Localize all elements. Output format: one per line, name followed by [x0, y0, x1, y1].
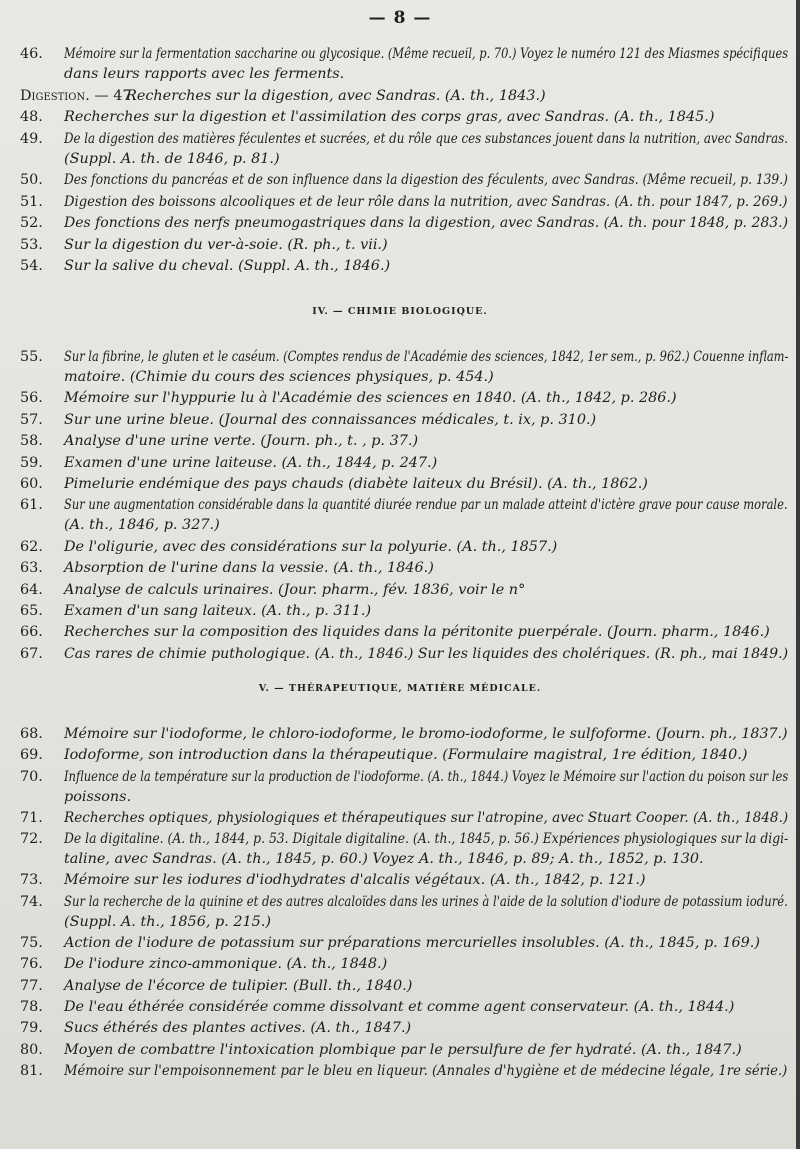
entry-number: 74. [20, 893, 43, 910]
entry-number: 54. [20, 258, 43, 274]
bibliography-entry [0, 431, 800, 451]
entry-text-line: Mémoire sur l'empoisonnement par le bleu en liqueur. (Annales d'hygiène et de médecine légale, 1re série.) [64, 1062, 788, 1079]
entry-number: 57. [20, 411, 43, 428]
entry-text-line: Sur la fibrine, le gluten et le caséum. (Comptes rendus de l'Académie des sciences, 1842, 1er sem., p. 962.) Couenne inflam- [64, 349, 789, 365]
therapeutique-entries [0, 724, 800, 1082]
entry-text-line: Sur une urine bleue. (Journal des connaissances médicales, t. ix, p. 310.) [64, 411, 597, 428]
entry-text-line: Sur la digestion du ver-à-soie. (R. ph., t. vii.) [64, 236, 388, 253]
entry-text-line: Cas rares de chimie puthologique. (A. th., 1846.) Sur les liquides des cholériques. (R. ph., mai 1849.) [64, 645, 789, 662]
entry-text-line: Des fonctions des nerfs pneumogastriques dans la digestion, avec Sandras. (A. th. pour 1848, p. 283.) [64, 215, 789, 231]
entry-text-line: Examen d'une urine laiteuse. (A. th., 1844, p. 247.) [64, 454, 438, 471]
entry-number: 63. [20, 560, 43, 577]
bibliography-entry [0, 976, 800, 996]
entry-number: 51. [20, 193, 43, 210]
bibliography-entry [0, 86, 800, 106]
bibliography-entry [0, 997, 800, 1017]
entry-text-line: Analyse de l'écorce de tulipier. (Bull. th., 1840.) [64, 977, 413, 994]
bibliography-entry [0, 235, 800, 255]
entry-number: 80. [20, 1041, 43, 1058]
entry-number: 50. [20, 172, 43, 188]
entry-number: 48. [20, 109, 43, 125]
entry-text-line: poissons. [64, 788, 132, 805]
entry-number: 68. [20, 726, 43, 742]
entry-number: 69. [20, 747, 43, 764]
bibliography-entry [0, 213, 800, 233]
entry-text-line: Sur la recherche de la quinine et des autres alcaloïdes dans les urines à l'aide de la solution d'iodure de potassium ioduré. [64, 893, 788, 910]
entry-number: 62. [20, 538, 43, 555]
entry-text-line: dans leurs rapports avec les ferments. [64, 66, 345, 82]
entry-number: 72. [20, 831, 43, 848]
bibliography-entry [0, 745, 800, 765]
entry-number: 73. [20, 872, 43, 889]
entry-text-line: Recherches optiques, physiologiques et thérapeutiques sur l'atropine, avec Stuart Cooper. (A. th., 1848.) [64, 809, 789, 826]
bibliography-entry [0, 954, 800, 974]
entry-number: 56. [20, 390, 43, 407]
entry-text-line: De l'iodure zinco-ammonique. (A. th., 1848.) [64, 956, 388, 973]
entry-number: Digestion. — 47. [20, 87, 137, 104]
entry-number: 61. [20, 497, 43, 514]
entry-text-line: Analyse de calculs urinaires. (Jour. pharm., fév. 1836, voir le n° [64, 581, 526, 598]
bibliography-entry [0, 388, 800, 408]
section-heading-therapeutique: V. — THÉRAPEUTIQUE, MATIÈRE MÉDICALE. [258, 683, 542, 694]
bibliography-entry [0, 558, 800, 578]
entry-number: 52. [20, 215, 43, 231]
entry-text-line: Sur la salive du cheval. (Suppl. A. th., 1846.) [64, 258, 391, 274]
entry-number: 77. [20, 977, 43, 994]
bibliography-entry [0, 601, 800, 621]
entry-text-line: Recherches sur la digestion et l'assimilation des corps gras, avec Sandras. (A. th., 1845.) [64, 109, 715, 125]
entry-number: 70. [20, 768, 43, 785]
entry-text-line: De l'oligurie, avec des considérations sur la polyurie. (A. th., 1857.) [64, 538, 558, 555]
bibliography-entry [0, 1061, 800, 1081]
bibliography-entry [0, 808, 800, 828]
entry-number: 66. [20, 624, 43, 641]
bibliography-entry [0, 870, 800, 890]
entry-text-line: Recherches sur la composition des liquides dans la péritonite puerpérale. (Journ. pharm., 1846.) [64, 624, 770, 641]
entry-text-line: Digestion des boissons alcooliques et de leur rôle dans la nutrition, avec Sandras. (A. th. pour 1847, p. 269.) [64, 193, 788, 210]
entry-number: 79. [20, 1020, 43, 1037]
entry-number: 60. [20, 475, 43, 492]
entry-text-line: Action de l'iodure de potassium sur préparations mercurielles insolubles. (A. th., 1845, p. 169.) [64, 935, 760, 952]
entry-number: 71. [20, 809, 43, 826]
bibliography-entry [0, 474, 800, 494]
bibliography-entry [0, 256, 800, 276]
bibliography-entry [0, 347, 800, 387]
bibliography-entry [0, 410, 800, 430]
bibliography-entry [0, 724, 800, 744]
entry-number: 64. [20, 581, 43, 598]
entry-text-line: Mémoire sur les iodures d'iodhydrates d'alcalis végétaux. (A. th., 1842, p. 121.) [64, 872, 646, 889]
entry-text-line: (A. th., 1846, p. 327.) [64, 517, 220, 534]
bibliography-entry [0, 192, 800, 212]
entry-number: 76. [20, 956, 43, 973]
entry-text-line: Analyse d'une urine verte. (Journ. ph., t. , p. 37.) [64, 433, 419, 450]
bibliography-entry [0, 44, 800, 84]
entry-number: 58. [20, 433, 43, 450]
entry-number: 65. [20, 602, 43, 619]
entry-text-line: (Suppl. A. th. de 1846, p. 81.) [64, 150, 280, 167]
entry-number: 49. [20, 130, 43, 147]
entry-text-line: taline, avec Sandras. (A. th., 1845, p. 60.) Voyez A. th., 1846, p. 89; A. th., 1852, p. 130. [64, 851, 704, 868]
entry-text-line: Pimelurie endémique des pays chauds (diabète laiteux du Brésil). (A. th., 1862.) [64, 475, 648, 492]
entry-text-line: Examen d'un sang laiteux. (A. th., p. 311.) [64, 602, 372, 619]
section-heading-chimie-biologique: IV. — CHIMIE BIOLOGIQUE. [312, 306, 488, 317]
bibliography-entry [0, 495, 800, 535]
entry-text-line: Mémoire sur l'hyppurie lu à l'Académie des sciences en 1840. (A. th., 1842, p. 286.) [64, 390, 677, 407]
entry-text-line: De la digestion des matières féculentes et sucrées, et du rôle que ces substances jouent dans la nutrition, avec Sandras. [64, 130, 788, 147]
chimie-biologique-entries [0, 347, 800, 665]
bibliography-entry [0, 1018, 800, 1038]
bibliography-entry [0, 1040, 800, 1060]
entry-text-line: Moyen de combattre l'intoxication plombique par le persulfure de fer hydraté. (A. th., 1847.) [64, 1041, 742, 1058]
entry-text-line: Recherches sur la digestion, avec Sandras. (A. th., 1843.) [126, 87, 546, 104]
entry-text-line: Mémoire sur la fermentation saccharine ou glycosique. (Même recueil, p. 70.) Voyez le numéro 121 des Miasmes spécifiques [64, 46, 789, 62]
bibliography-entry [0, 644, 800, 664]
bibliography-entry [0, 933, 800, 953]
entry-number: 75. [20, 935, 43, 952]
entry-text-line: matoire. (Chimie du cours des sciences physiques, p. 454.) [64, 369, 494, 385]
entry-number: 59. [20, 454, 43, 471]
entry-text-line: Influence de la température sur la production de l'iodoforme. (A. th., 1844.) Voyez le Mémoire sur l'action du poison sur les [64, 768, 789, 785]
entry-number: 46. [20, 46, 43, 62]
entry-text-line: Des fonctions du pancréas et de son influence dans la digestion des féculents, avec Sandras. (Même recueil, p. 139.) [64, 172, 788, 188]
bibliography-entry [0, 170, 800, 190]
bibliography-entry [0, 580, 800, 600]
bibliography-entry [0, 107, 800, 127]
entry-number: 55. [20, 349, 43, 365]
entry-text-line: De la digitaline. (A. th., 1844, p. 53. Digitale digitaline. (A. th., 1845, p. 56.) Expériences physiologiques sur la digi- [64, 831, 789, 848]
bibliography-entry [0, 453, 800, 473]
entry-text-line: Absorption de l'urine dans la vessie. (A. th., 1846.) [64, 560, 434, 577]
entry-text-line: Sucs éthérés des plantes actives. (A. th., 1847.) [64, 1020, 412, 1037]
entry-number: 53. [20, 236, 43, 253]
bibliography-entry [0, 537, 800, 557]
page-number: — 8 — [368, 8, 432, 28]
entry-text-line: Sur une augmentation considérable dans la quantité diurée rendue par un malade atteint d'ictère grave pour cause morale. [64, 497, 788, 514]
bibliography-entry [0, 129, 800, 169]
entry-text-line: De l'eau éthérée considérée comme dissolvant et comme agent conservateur. (A. th., 1844.) [64, 998, 735, 1015]
entry-text-line: (Suppl. A. th., 1856, p. 215.) [64, 913, 272, 930]
entry-number: 78. [20, 998, 43, 1015]
entry-number: 67. [20, 645, 43, 662]
digestion-entries [0, 44, 800, 278]
bibliography-entry [0, 892, 800, 932]
bibliography-entry [0, 767, 800, 807]
entry-text-line: Mémoire sur l'iodoforme, le chloro-iodoforme, le bromo-iodoforme, le sulfoforme. (Journ. ph., 1837.) [64, 726, 788, 742]
entry-number: 81. [20, 1062, 43, 1079]
entry-text-line: Iodoforme, son introduction dans la thérapeutique. (Formulaire magistral, 1re édition, 1840.) [64, 747, 748, 764]
bibliography-entry [0, 622, 800, 642]
bibliography-entry [0, 829, 800, 869]
